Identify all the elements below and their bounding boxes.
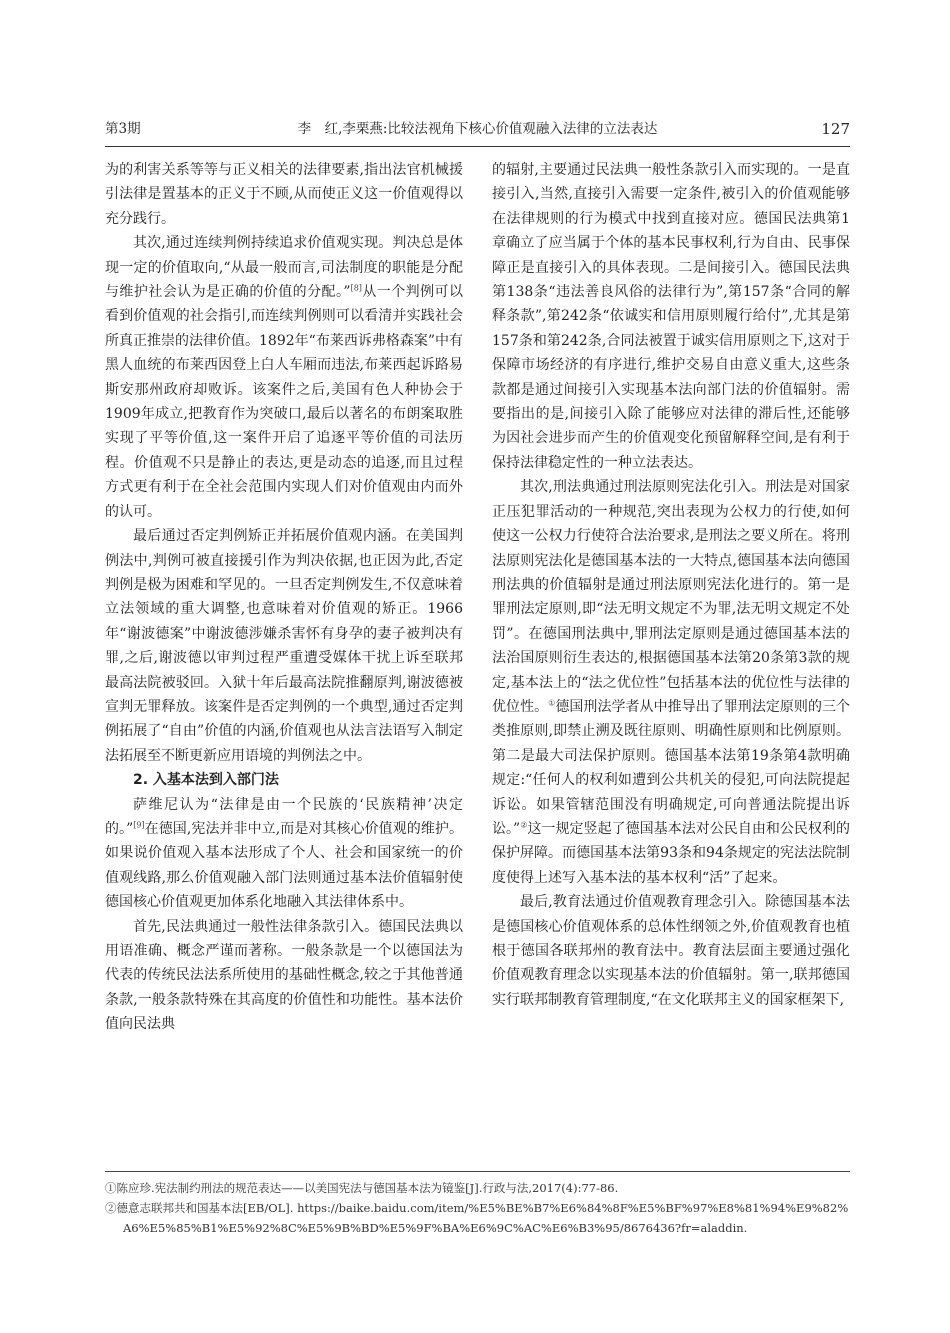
paragraph-text: 在德国,宪法并非中立,而是对其核心价值观的维护。如果说价值观入基本法形成了个人、社会和国家统一的价值观线路,那么价值观融入部门法则通过基本法价值辐射使德国核心价值观更加体系化地融入其法律体系中。 bbox=[105, 820, 463, 911]
paragraph: 首先,民法典通过一般性法律条款引入。德国民法典以用语准确、概念严谨而著称。一般条款是一个以德国法为代表的传统民法法系所使用的基础性概念,较之于其他普通条款,一般条款特殊在其高度的价值性和功能性。基本法价值向民法典 bbox=[105, 918, 463, 1033]
paragraph-text: 从一个判例可以看到价值观的社会指引,而连续判例则可以看清并实践社会所真正推崇的法律价值。1892年“布莱西诉弗格森案”中有黑人血统的布莱西因登上白人车厢而违法,布莱西起诉路易斯安那州政府却败诉。该案件之后,美国有色人种协会于1909年成立,把教育作为突破口,最后以著名的布朗案取胜实现了平等价值,这一案件开启了追逐平等价值的司法历程。价值观不只是静止的表达,更是动态的追逐,而且过程方式更有利于在全社会范围内实现人们对价值观由内而外的认可。 bbox=[105, 284, 463, 520]
footnote-marker: ① bbox=[548, 698, 556, 708]
footnote-divider bbox=[105, 1171, 850, 1172]
page-number: 127 bbox=[821, 120, 850, 138]
paragraph-text: 德国刑法学者从中推导出了罪刑法定原则的三个类推原则,即禁止溯及既往原则、明确性原则和比例原则。第二是最大司法保护原则。德国基本法第19条第4款明确规定:“任何人的权利如遭到公共机关的侵犯,可向法院提起诉讼。如果管辖范围没有明确规定,可向普通法院提出诉讼。” bbox=[492, 698, 851, 837]
issue-number: 第3期 bbox=[105, 121, 141, 137]
paragraph bbox=[492, 475, 850, 890]
paragraph: 的辐射,主要通过民法典一般性条款引入而实现的。一是直接引入,当然,直接引入需要一定条件,被引入的价值观能够在法律规则的行为模式中找到直接对应。德国民法典第1章确立了应当属于个体的基本民事权利,行为自由、民事保障正是直接引入的具体表现。二是间接引入。德国民法典第138条“违法善良风俗的法律行为”,第157条“合同的解释条款”,第242条“依诚实和信用原则履行给付”,尤其是第157条和第242条,合同法被置于诚实信用原则之下,这对于保障市场经济的有序进行,维护交易自由意义重大,这些条款都是通过间接引入实现基本法向部门法的价值辐射。需要指出的是,间接引入除了能够应对法律的滞后性,还能够为因社会进步而产生的价值观变化预留解释空间,是有利于保持法律稳定性的一种立法表达。 bbox=[492, 162, 850, 471]
running-header bbox=[105, 118, 850, 140]
footnote-marker: ② bbox=[520, 820, 528, 830]
section-heading: 2. 入基本法到入部门法 bbox=[133, 772, 279, 789]
paragraph: 最后,教育法通过价值观教育理念引入。除德国基本法是德国核心价值观体系的总体性纲领之外,价值观教育也植根于德国各联邦州的教育法中。教育法层面主要通过强化价值观教育理念以实现基本法的价值辐射。第一,联邦德国实行联邦制教育管理制度,“在文化联邦主义的国家框架下, bbox=[492, 894, 850, 1008]
paragraph-text: 萨维尼认为“法律是由一个民族的‘民族精神’决定的。” bbox=[105, 796, 463, 837]
left-column bbox=[105, 158, 463, 1037]
right-column bbox=[492, 158, 850, 1012]
paragraph-text: 这一规定竖起了德国基本法对公民自由和公民权利的保护屏障。而德国基本法第93条和94条规定的宪法法院制度使得上述写入基本法的基本权利“活”了起来。 bbox=[492, 820, 851, 886]
footnote: ①陈应珍.宪法制约刑法的规范表达——以美国宪法与德国基本法为镜鉴[J].行政与法,2017(4):77-86. bbox=[105, 1181, 619, 1195]
paragraph bbox=[105, 231, 463, 524]
paragraph: 最后通过否定判例矫正并拓展价值观内涵。在美国判例法中,判例可被直接援引作为判决依据,也正因为此,否定判例是极为困难和罕见的。一旦否定判例发生,不仅意味着立法领域的重大调整,也意味着对价值观的矫正。1966年“谢波德案”中谢波德涉嫌杀害怀有身孕的妻子被判决有罪,之后,谢波德以审判过程严重遭受媒体干扰上诉至联邦最高法院被驳回。入狱十年后最高法院推翻原判,谢波德被宣判无罪释放。该案件是否定判例的一个典型,通过否定判例拓展了“自由”价值的内涵,价值观也从法言法语写入制定法拓展至不断更新应用语境的判例法之中。 bbox=[105, 528, 463, 764]
running-title: 李 红,李栗燕:比较法视角下核心价值观融入法律的立法表达 bbox=[297, 121, 658, 137]
paragraph bbox=[105, 793, 463, 915]
citation-ref: [9] bbox=[133, 820, 145, 830]
paragraph-text: 其次,刑法典通过刑法原则宪法化引入。刑法是对国家正压犯罪活动的一种规范,突出表现为公权力的行使,如何使这一公权力行使符合法治要求,是刑法之要义所在。将刑法原则宪法化是德国基本法的一大特点,德国基本法向德国刑法典的价值辐射是通过刑法原则宪法化进行的。第一是罪刑法定原则,即“法无明文规定不为罪,法无明文规定不处罚”。在德国刑法典中,罪刑法定原则是通过德国基本法的法治国原则衍生表达的,根据德国基本法第20条第3款的规定,基本法上的“法之优位性”包括基本法的优位性与法律的优位性。 bbox=[492, 479, 850, 715]
header-divider bbox=[105, 146, 850, 147]
paragraph: 为的利害关系等等与正义相关的法律要素,指出法官机械援引法律是置基本的正义于不顾,从而使正义这一价值观得以充分践行。 bbox=[105, 162, 463, 227]
paragraph-text: 其次,通过连续判例持续追求价值观实现。判决总是体现一定的价值取向,“从最一般而言,司法制度的职能是分配与维护社会认为是正确的价值的分配。” bbox=[105, 235, 463, 301]
citation-ref: [8] bbox=[350, 283, 362, 293]
footnote: ②德意志联邦共和国基本法[EB/OL]. https://baike.baidu.com/item/%E5%BE%B7%E6%84%8F%E5%BF%97%E8%81%94%E9%82%A6%E5%85%B1%E5%92%8C%E5%9B%BD%E5%9F%BA%E6%9C%AC%E6%B3%95/8676436?fr=aladdin. bbox=[105, 1201, 849, 1235]
footnotes bbox=[105, 1178, 850, 1238]
